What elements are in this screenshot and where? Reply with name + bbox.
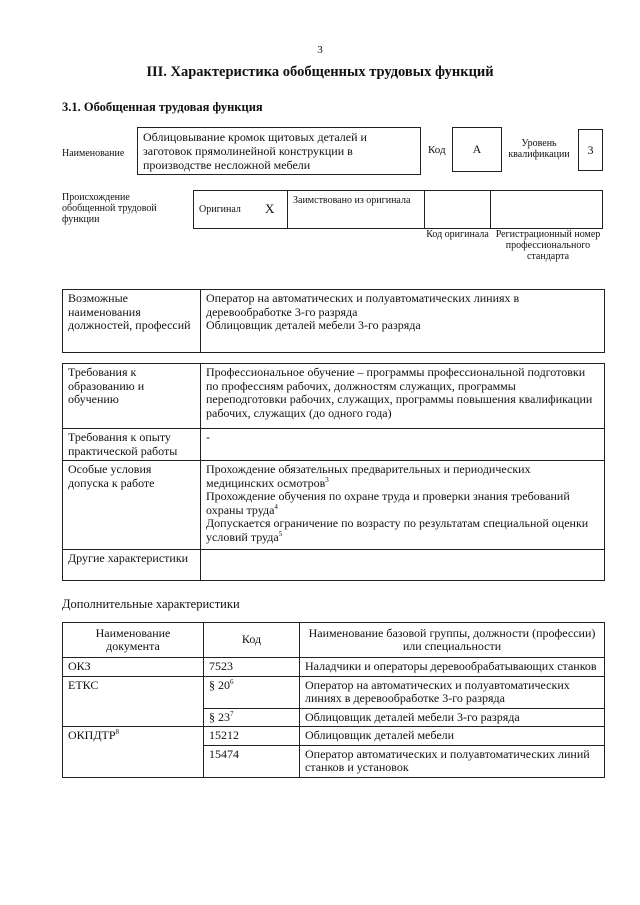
position-item: Облицовщик деталей мебели 3-го разряда [206,318,421,332]
table-row [63,676,605,708]
table-header-row [63,623,605,658]
origin-label: Происхождение обобщенной трудовой функции [62,192,157,225]
code-cell: 7523 [204,658,300,677]
name-cell: Облицовщик деталей мебели 3-го разряда [300,708,605,727]
positions-table [62,289,605,353]
requirements-row [63,364,605,429]
code-cell: § $20^6$ [204,676,300,708]
borrowed-cell [287,190,425,229]
condition-item: Допускается ограничение по возрасту по результатам специальной оценки условий труда$^5$ [206,516,589,544]
original-code-cell [424,190,491,229]
positions-label: Возможные наименования должностей, профессий [63,290,201,353]
code-label: Код [428,144,446,156]
position-item: Оператор на автоматических и полуавтоматических линиях в деревообработке 3-го разряда [206,291,520,319]
doc-cell: ЕТКС [63,676,204,727]
original-code-caption: Код оригинала [426,229,489,240]
code-cell: 15212 [204,727,300,746]
page-title: III. Характеристика обобщенных трудовых функций [146,64,494,80]
positions-row [63,290,605,353]
original-cell [193,190,288,229]
requirements-label: Требования к опыту практической работы [63,429,201,461]
special-conditions-cell [201,461,605,550]
condition-item: Прохождение обязательных предварительных и периодических медицинских осмотров$^3$ [206,462,531,490]
level-value-box [578,129,603,171]
name-label: Наименование [62,148,125,159]
code-cell: § $23^7$ [204,708,300,727]
additional-table [62,622,605,778]
original-mark: Х [265,201,275,216]
code-value-box [452,127,502,172]
name-cell: Оператор автоматических и полуавтоматических линий станков и установок [300,745,605,777]
requirements-table [62,363,605,581]
column-header: Код [204,623,300,658]
registration-number-cell [490,190,603,229]
level-value: 3 [587,142,594,157]
level-label: Уровень квалификации [508,138,570,160]
requirements-label: Особые условия допуска к работе [63,461,201,550]
column-header: Наименование документа [63,623,204,658]
name-cell: Облицовщик деталей мебели [300,727,605,746]
table-row [63,658,605,677]
other-characteristics [201,550,605,581]
requirements-label: Другие характеристики [63,550,201,581]
condition-item: Прохождение обучения по охране труда и проверки знания требований охраны труда$^4$ [206,489,570,517]
registration-caption: Регистрационный номер профессионального стандарта [495,229,601,262]
doc-cell: ОКЗ [63,658,204,677]
column-header: Наименование базовой группы, должности (профессии) или специальности [300,623,605,658]
borrowed-label: Заимствовано из оригинала [293,195,411,206]
table-row [63,727,605,746]
original-label: Оригинал [199,204,241,215]
positions-values-cell [201,290,605,353]
requirements-row [63,550,605,581]
doc-cell: ОКПДТР$^8$ [63,727,204,778]
section-heading: 3.1. Обобщенная трудовая функция [62,100,263,114]
code-value: A [472,142,482,156]
requirements-label: Требования к образованию и обучению [63,364,201,429]
function-name-value: Облицовывание кромок щитовых деталей и заготовок прямолинейной конструкции в производстве несложной мебели [143,130,367,172]
education-requirements: Профессиональное обучение – программы профессиональной подготовки по профессиям рабочих, должностям служащих, программы переподготовки рабочих, служащих, программы повышения квалификации рабочих, служащих (до одного года) [201,364,605,429]
name-cell: Наладчики и операторы деревообрабатывающих станков [300,658,605,677]
requirements-row [63,429,605,461]
additional-heading: Дополнительные характеристики [62,597,240,611]
requirements-row [63,461,605,550]
function-name-box [137,127,421,175]
code-cell: 15474 [204,745,300,777]
page-number: 3 [317,44,323,56]
name-cell: Оператор на автоматических и полуавтоматических линиях в деревообработке 3-го разряда [300,676,605,708]
experience-requirements: - [201,429,605,461]
